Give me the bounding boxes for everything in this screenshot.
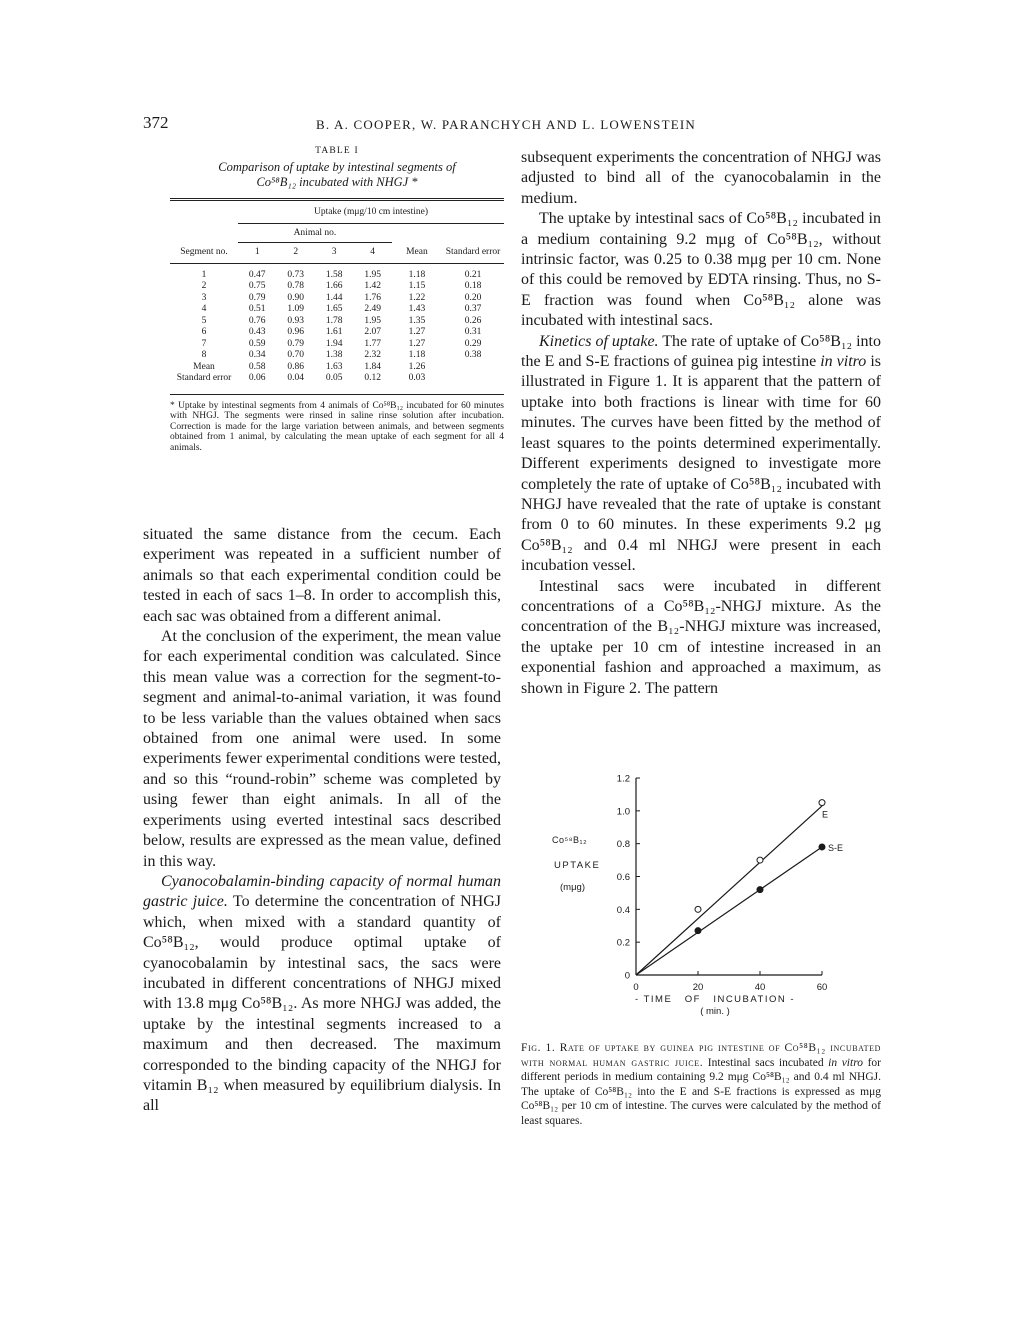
table-cell-a2: 1.09 bbox=[287, 304, 305, 314]
y-axis-label-line2: UPTAKE bbox=[554, 860, 601, 871]
table-cell-a3: 1.61 bbox=[325, 327, 343, 337]
data-point-s-e bbox=[695, 928, 701, 934]
table-cell-a1: 0.58 bbox=[248, 361, 266, 372]
left-column bbox=[143, 525, 501, 1117]
running-head: B. A. COOPER, W. PARANCHYCH AND L. LOWENSTEIN bbox=[316, 117, 696, 132]
series-label-e: E bbox=[822, 809, 829, 820]
table-cell-a3: 1.63 bbox=[325, 361, 343, 372]
y-tick-label: 0.6 bbox=[616, 872, 630, 883]
table-cell-seg: 3 bbox=[201, 292, 207, 303]
table-cell-a2: 0.79 bbox=[287, 338, 305, 349]
x-tick-label: 20 bbox=[692, 982, 704, 993]
se-header: Standard error bbox=[445, 247, 501, 257]
table-cell-seg: 1 bbox=[201, 269, 207, 280]
table-cell-a1: 0.51 bbox=[248, 304, 266, 314]
y-axis-label-line3: (mμg) bbox=[560, 882, 585, 893]
figure-caption bbox=[521, 1041, 881, 1128]
table-cell-se: 0.37 bbox=[464, 304, 482, 314]
table-caption bbox=[170, 160, 504, 190]
table-cell-seg: Mean bbox=[193, 361, 215, 372]
y-tick-label: 0 bbox=[624, 970, 630, 982]
table-row bbox=[170, 327, 504, 339]
table-cell-a2: 0.78 bbox=[287, 281, 305, 291]
table-cell-mean: 1.35 bbox=[408, 315, 426, 326]
data-point-e bbox=[695, 906, 701, 912]
table-cell-a1: 0.47 bbox=[248, 269, 266, 280]
figure-caption-title: Rate of uptake by guinea pig intestine of Co⁵⁸B₁₂ incubated with normal human gastric juice. bbox=[521, 1042, 882, 1069]
table-cell-a3: 1.65 bbox=[325, 304, 343, 314]
mean-header: Mean bbox=[406, 247, 428, 257]
series-line-e bbox=[636, 806, 822, 975]
table-cell-a2: 0.70 bbox=[287, 350, 305, 360]
table-row bbox=[170, 304, 504, 316]
table-cell-mean: 0.03 bbox=[408, 373, 426, 383]
table-cell-a2: 0.73 bbox=[287, 269, 305, 280]
table-cell-a1: 0.75 bbox=[248, 281, 266, 291]
section-heading-kinetics: Kinetics of uptake. bbox=[539, 332, 659, 350]
figure-caption-label: Fig. 1. bbox=[521, 1042, 556, 1054]
table-cell-a4: 1.95 bbox=[364, 315, 381, 326]
table-cell-a1: 0.06 bbox=[248, 373, 266, 383]
table-cell-a2: 0.90 bbox=[287, 292, 305, 303]
animal-no-header: Animal no. bbox=[238, 223, 392, 243]
plot-area bbox=[617, 774, 843, 1018]
left-paragraph-2: At the conclusion of the experiment, the mean value for each experimental condition was calculated. Since this mean value was a correction for the segment-to-segment and animal-to-animal variation, it was found to be less variable than the values obtained when sacs obtained from one animal were used. In some experiments fewer experimental conditions were tested, and so this “round-robin” scheme was completed by using fewer than eight animals. In all of the experiments using everted intestinal sacs described below, results are expressed as the mean value, defined in this way. bbox=[143, 628, 501, 870]
y-tick-label: 1.2 bbox=[616, 773, 630, 785]
segment-header: Segment no. bbox=[180, 247, 228, 257]
table-cell-a1: 0.79 bbox=[248, 292, 266, 303]
figure-caption-body-b: for different periods in medium containing 9.2 mμg Co⁵⁸B₁₂ and 0.4 ml NHGJ. The uptake of Co⁵⁸B₁₂ into the E and S-E fractions is expressed as mμg Co⁵⁸B₁₂ per 10 cm of intestine. The curves were calculated by the method of least squares. bbox=[521, 1056, 881, 1127]
table-bottom-rule bbox=[170, 385, 504, 391]
figure-caption-italic: in vitro bbox=[828, 1056, 863, 1069]
figure-caption-body-a: Intestinal sacs incubated bbox=[703, 1056, 829, 1069]
table-cell-a4: 0.12 bbox=[364, 373, 381, 383]
x-axis-label-line1: - TIME OF INCUBATION - bbox=[634, 994, 796, 1005]
table-cell-a3: 1.66 bbox=[325, 281, 343, 291]
x-axis-label-line2: ( min. ) bbox=[700, 1006, 730, 1017]
table-cell-se bbox=[442, 362, 504, 374]
table-caption-line2: Co⁵⁸B₁₂ incubated with NHGJ * bbox=[256, 175, 418, 189]
table-row bbox=[170, 293, 504, 305]
animal-col-1: 1 bbox=[254, 247, 260, 257]
table-row bbox=[170, 350, 504, 362]
table-cell-a2: 0.86 bbox=[287, 361, 305, 372]
table-cell-mean: 1.18 bbox=[408, 269, 426, 280]
table-cell-a2: 0.93 bbox=[287, 315, 305, 326]
table-cell-seg: 7 bbox=[201, 338, 207, 349]
left-paragraph-1: situated the same distance from the cecum. Each experiment was repeated in a sufficient number of animals so that each experimental condition could be tested in each of sacs 1–8. In order to accomplish this, each sac was obtained from a different animal. bbox=[143, 526, 501, 625]
table-row bbox=[170, 373, 504, 385]
table-cell-a4: 2.32 bbox=[364, 350, 381, 360]
table-row bbox=[170, 316, 504, 328]
series-label-s-e: S-E bbox=[828, 842, 844, 853]
y-tick-label: 0.8 bbox=[616, 839, 630, 851]
figure-1 bbox=[540, 770, 880, 1017]
data-point-s-e bbox=[819, 844, 825, 850]
table-body bbox=[170, 270, 504, 391]
table-cell-a4: 1.77 bbox=[364, 338, 381, 349]
table-block bbox=[170, 146, 504, 453]
table-cell-mean: 1.43 bbox=[408, 304, 426, 314]
table-cell-a3: 1.94 bbox=[325, 338, 343, 349]
table-cell-mean: 1.22 bbox=[408, 292, 426, 303]
table-row bbox=[170, 362, 504, 374]
table-cell-se: 0.18 bbox=[464, 281, 482, 291]
table-cell-mean: 1.27 bbox=[408, 327, 426, 337]
table-cell-a4: 1.76 bbox=[364, 292, 381, 303]
right-paragraph-3 bbox=[521, 332, 881, 577]
animal-col-3: 3 bbox=[331, 247, 337, 257]
section-heading-binding-capacity: Cyanocobalamin-binding capacity of normal human gastric juice. bbox=[143, 872, 501, 911]
right-paragraph-3-body-a: The rate of uptake of Co⁵⁸B₁₂ into the E and S-E fractions of guinea pig intestine bbox=[521, 332, 881, 371]
table-row bbox=[170, 339, 504, 351]
table-cell-se: 0.38 bbox=[464, 350, 482, 360]
left-paragraph-3 bbox=[143, 872, 501, 1117]
table-cell-se: 0.31 bbox=[464, 327, 482, 337]
series-line-s-e bbox=[636, 847, 822, 975]
x-tick-label: 40 bbox=[754, 982, 766, 993]
y-axis-label-line1: Co⁵⁸B₁₂ bbox=[552, 835, 588, 845]
table-cell-a4: 2.49 bbox=[364, 304, 381, 314]
data-point-e bbox=[757, 857, 763, 863]
table-cell-a1: 0.43 bbox=[248, 327, 266, 337]
table-cell-a2: 0.04 bbox=[287, 373, 305, 383]
table-caption-line1: Comparison of uptake by intestinal segments of bbox=[218, 160, 456, 174]
uptake-table bbox=[170, 198, 504, 391]
table-cell-seg: 5 bbox=[201, 315, 207, 326]
table-cell-se: 0.29 bbox=[464, 338, 482, 349]
table-cell-a1: 0.59 bbox=[248, 338, 266, 349]
table-cell-mean: 1.15 bbox=[408, 281, 426, 291]
table-cell-a4: 1.84 bbox=[364, 361, 381, 372]
left-paragraph-3-body: To determine the concentration of NHGJ which, when mixed with a standard quantity of Co⁵⁸B₁₂, would produce optimal uptake of cyanocobalamin by intestinal sacs, the sacs were incubated in different concentrations of NHGJ mixed with 13.8 mμg Co⁵⁸B₁₂. As more NHGJ was added, the uptake by the intestinal segments increased to a maximum and then decreased. The maximum corresponded to the binding capacity of the NHGJ for vitamin B₁₂ when measured by equilibrium dialysis. In all bbox=[143, 893, 502, 1115]
y-tick-label: 0.2 bbox=[616, 937, 630, 949]
table-cell-a4: 1.42 bbox=[364, 281, 381, 291]
table-cell-seg: Standard error bbox=[176, 373, 232, 383]
uptake-chart bbox=[540, 770, 880, 1017]
table-cell-se: 0.21 bbox=[464, 269, 482, 280]
table-cell-a3: 1.44 bbox=[325, 292, 343, 303]
right-paragraph-2: The uptake by intestinal sacs of Co⁵⁸B₁₂ incubated in a medium containing 9.2 mμg of Co⁵⁸B₁₂, without intrinsic factor, was 0.25 to 0.38 mμg per 10 cm. None of this could be removed by EDTA rinsing. Thus, no S-E fraction was found when Co⁵⁸B₁₂ alone was incubated with intestinal sacs. bbox=[521, 210, 881, 330]
table-cell-seg: 2 bbox=[201, 281, 207, 291]
right-paragraph-3-body-b: is illustrated in Figure 1. It is apparent that the pattern of uptake into both fractions is linear with time for 60 minutes. The curves have been fitted by the method of least squares to the points determined experimentally. Different experiments designed to investigate more completely the rate of uptake of Co⁵⁸B₁₂ incubated with NHGJ have revealed that the rate of uptake is constant from 0 to 60 minutes. In these experiments 9.2 μg Co⁵⁸B₁₂ and 0.4 ml NHGJ were present in each incubation vessel. bbox=[521, 353, 882, 575]
table-cell-a3: 1.78 bbox=[325, 315, 343, 326]
table-cell-a2: 0.96 bbox=[287, 327, 305, 337]
table-cell-se bbox=[442, 373, 504, 385]
right-paragraph-3-italic: in vitro bbox=[820, 353, 867, 371]
table-cell-a3: 1.38 bbox=[325, 350, 343, 360]
data-point-e bbox=[819, 800, 825, 806]
table-cell-a4: 1.95 bbox=[364, 269, 381, 280]
right-column bbox=[521, 148, 881, 699]
page-number: 372 bbox=[143, 113, 169, 132]
table-row bbox=[170, 270, 504, 282]
animal-col-4: 4 bbox=[370, 247, 376, 257]
table-label: TABLE I bbox=[315, 146, 359, 156]
table-row bbox=[170, 281, 504, 293]
data-point-s-e bbox=[757, 887, 763, 893]
table-cell-a3: 1.58 bbox=[325, 269, 343, 280]
table-cell-mean: 1.18 bbox=[408, 350, 426, 360]
table-cell-seg: 4 bbox=[201, 304, 207, 314]
right-paragraph-1: subsequent experiments the concentration of NHGJ was adjusted to bind all of the cyanocobalamin in the medium. bbox=[521, 149, 881, 207]
x-tick-label: 60 bbox=[816, 982, 828, 993]
right-paragraph-4: Intestinal sacs were incubated in different concentrations of a Co⁵⁸B₁₂-NHGJ mixture. As the concentration of the B₁₂-NHGJ mixture was increased, the uptake per 10 cm of intestine increased in an exponential fashion and approached a maximum, as shown in Figure 2. The pattern bbox=[521, 577, 881, 697]
animal-col-2: 2 bbox=[293, 247, 299, 257]
table-cell-a4: 2.07 bbox=[364, 327, 381, 337]
table-cell-seg: 6 bbox=[201, 327, 207, 337]
x-tick-label: 0 bbox=[633, 982, 639, 993]
table-cell-se: 0.26 bbox=[464, 315, 482, 326]
table-cell-seg: 8 bbox=[201, 350, 207, 360]
table-cell-a1: 0.76 bbox=[248, 315, 266, 326]
table-cell-a1: 0.34 bbox=[248, 350, 266, 360]
table-footnote: * Uptake by intestinal segments from 4 animals of Co⁵⁸B₁₂ incubated for 60 minutes with NHGJ. The segments were rinsed in saline rinse solution after incubation. Correction is made for the large variation between animals, and between segments obtained from 1 animal, by calculating the mean uptake of each segment for all 4 animals. bbox=[170, 394, 504, 454]
table-cell-mean: 1.26 bbox=[408, 361, 426, 372]
y-tick-label: 1.0 bbox=[616, 806, 630, 818]
table-cell-se: 0.20 bbox=[464, 292, 482, 303]
table-cell-a3: 0.05 bbox=[325, 373, 343, 383]
y-tick-label: 0.4 bbox=[616, 904, 630, 916]
uptake-spanner: Uptake (mμg/10 cm intestine) bbox=[238, 207, 504, 223]
table-cell-mean: 1.27 bbox=[408, 338, 426, 349]
